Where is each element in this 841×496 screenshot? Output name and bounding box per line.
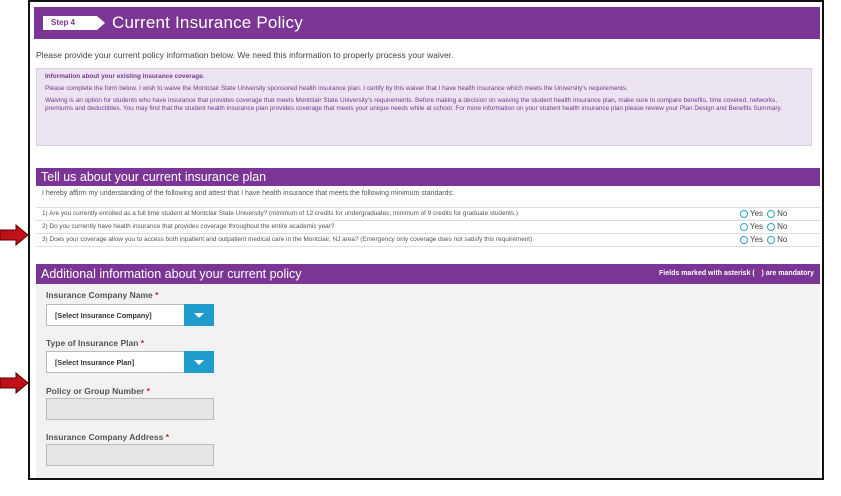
- yes-no-group: [740, 209, 791, 218]
- annotation-arrow-icon: [0, 224, 28, 246]
- insurance-plan-select-value: [Select Insurance Plan]: [55, 358, 135, 367]
- info-lead: Information about your existing insurance coverage.: [45, 73, 205, 80]
- company-address-input[interactable]: [46, 444, 214, 466]
- no-radio[interactable]: [767, 223, 775, 231]
- policy-section-header: [36, 264, 820, 284]
- required-mark: *: [165, 432, 169, 442]
- question-row: [36, 207, 820, 220]
- mandatory-note: [659, 270, 814, 277]
- policy-number-label: [46, 386, 150, 396]
- mandatory-asterisk: *: [756, 270, 760, 277]
- plan-section-header: [36, 168, 820, 186]
- step-header: [34, 7, 820, 39]
- yes-radio[interactable]: [740, 210, 748, 218]
- insurance-company-select[interactable]: [46, 304, 214, 326]
- question-text: 2) Do you currently have health insurance that provides coverage throughout the entire academic year?: [42, 223, 335, 230]
- question-text: 1) Are you currently enrolled as a full time student at Montclair State University? (minimum of 12 credits for undergraduates; minimum of 9 credits for graduate students.): [42, 210, 518, 217]
- insurance-company-select-value: [Select Insurance Company]: [55, 311, 152, 320]
- insurance-plan-select[interactable]: [46, 351, 214, 373]
- company-name-label-text: Insurance Company Name: [46, 290, 153, 300]
- info-paragraph: Waiving is an option for students who have insurance that provides coverage that meets Montclair State University's requirements. Before making a decision on waiving the student health insurance plan, make sure to compare benefits, time covered, networks, premiums and deductibles. You may find that the student health insurance plan provides coverage that meets your unique needs while at school. For more information on your student health insurance plan please review your Plan Design and Benefits Summary.: [45, 97, 783, 112]
- company-name-label: [46, 290, 158, 300]
- no-label: No: [777, 235, 788, 245]
- required-mark: *: [155, 290, 159, 300]
- plan-section-title: Tell us about your current insurance plan: [41, 170, 267, 184]
- question-row: [36, 220, 820, 233]
- plan-type-label-text: Type of Insurance Plan: [46, 338, 139, 348]
- chevron-down-icon[interactable]: [184, 351, 214, 373]
- waiver-form-panel: [28, 0, 824, 480]
- policy-number-input[interactable]: [46, 398, 214, 420]
- yes-radio[interactable]: [740, 236, 748, 244]
- yes-label: Yes: [750, 209, 764, 219]
- yes-radio[interactable]: [740, 223, 748, 231]
- page-title: Current Insurance Policy: [112, 13, 303, 32]
- no-radio[interactable]: [767, 236, 775, 244]
- step-badge-arrow: [97, 16, 105, 30]
- chevron-down-icon[interactable]: [184, 304, 214, 326]
- required-mark: *: [140, 338, 145, 348]
- company-address-label: [46, 432, 169, 442]
- required-mark: *: [146, 386, 150, 396]
- yes-no-group: [740, 222, 791, 231]
- intro-text: Please provide your current policy information below. We need this information to properly process your waiver.: [36, 50, 454, 60]
- company-address-label-text: Insurance Company Address: [46, 432, 164, 442]
- mandatory-prefix: Fields marked with asterisk (: [659, 270, 755, 277]
- question-text: 3) Does your coverage allow you to access both inpatient and outpatient medical care in the Montclair, NJ area? (Emergency only coverage does not satisfy this requirement): [42, 236, 533, 243]
- info-box: [36, 68, 812, 146]
- step-badge: Step 4: [43, 16, 97, 30]
- yes-no-group: [740, 235, 791, 244]
- yes-label: Yes: [750, 235, 764, 245]
- yes-label: Yes: [750, 222, 764, 232]
- question-row: [36, 233, 820, 247]
- policy-number-label-text: Policy or Group Number: [46, 386, 145, 396]
- no-label: No: [777, 209, 788, 219]
- no-label: No: [777, 222, 788, 232]
- affirm-text: I hereby affirm my understanding of the following and attest that I have health insurance that meets the following minimum standards:: [42, 190, 454, 197]
- plan-type-label: [46, 338, 144, 348]
- annotation-arrow-icon: [0, 372, 28, 394]
- mandatory-suffix: ) are mandatory: [761, 270, 814, 277]
- info-paragraph: Please complete the form below. I wish to waive the Montclair State University sponsored health insurance plan. I certify by this waiver that I have health insurance which meets the University's requirements.: [45, 85, 628, 92]
- policy-section-title: Additional information about your current policy: [41, 267, 302, 281]
- no-radio[interactable]: [767, 210, 775, 218]
- policy-form: [36, 284, 820, 480]
